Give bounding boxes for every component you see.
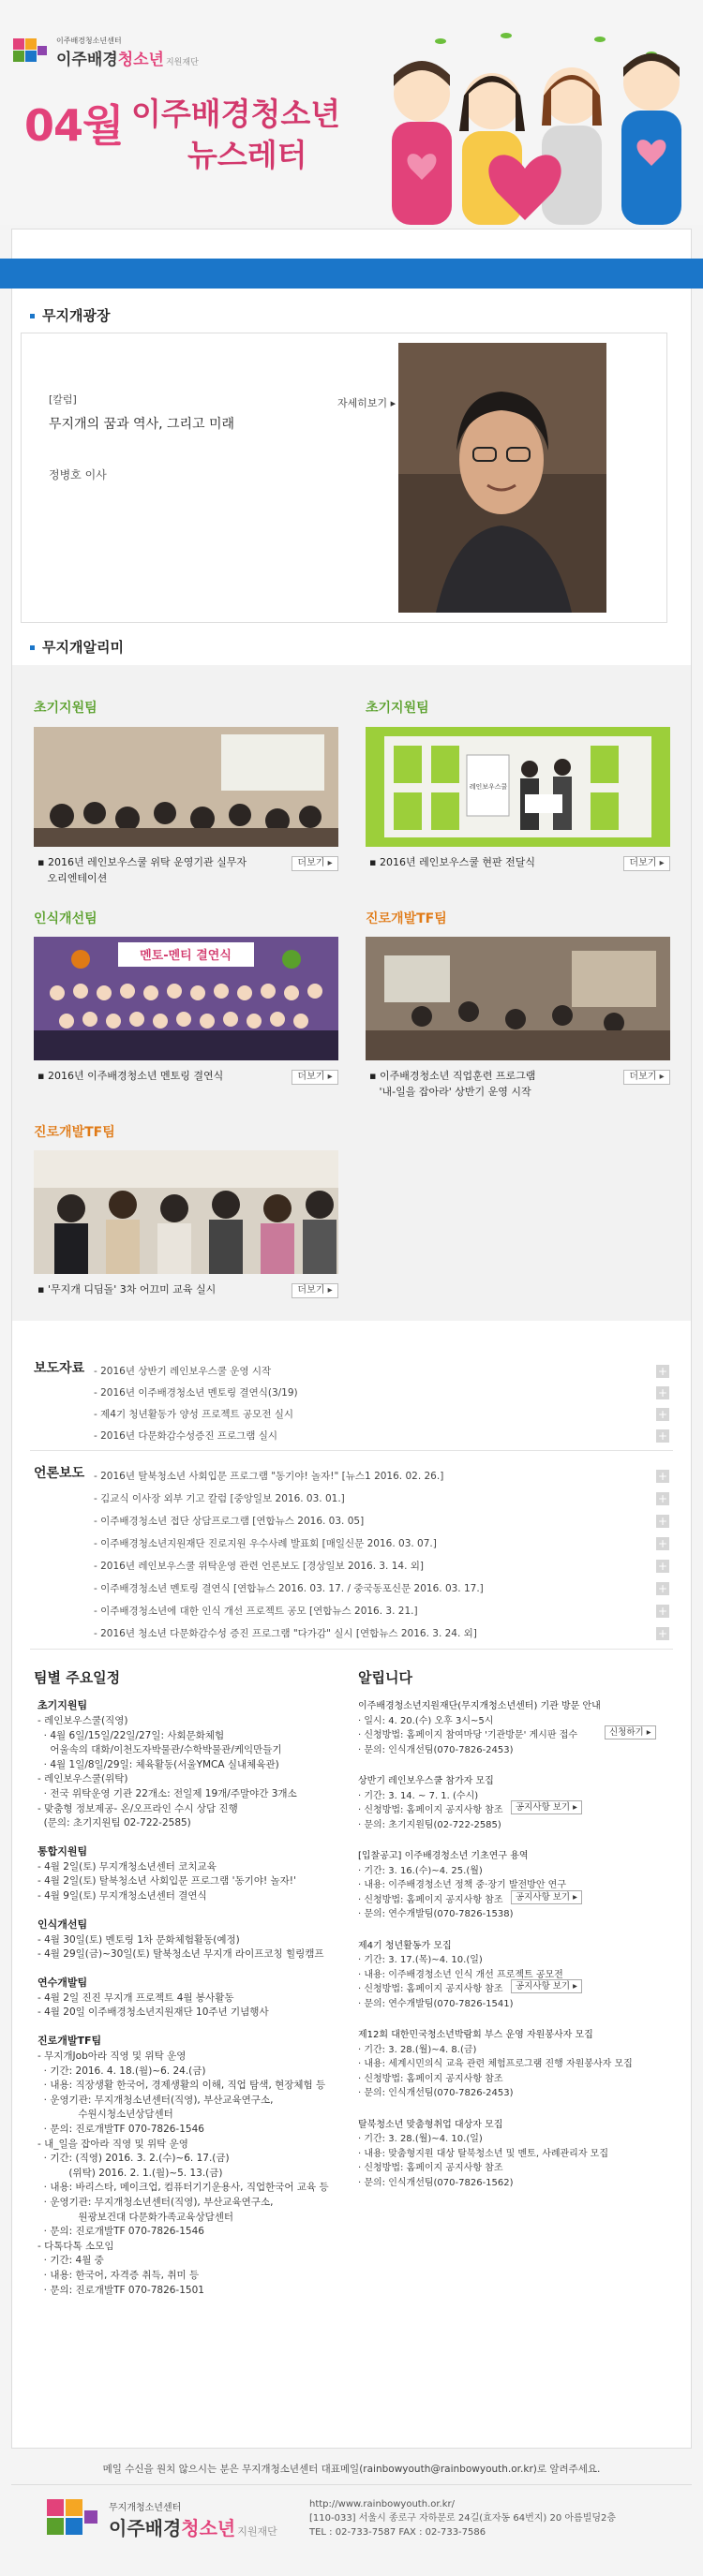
- notice-line: · 기간: 3. 17.(목)~4. 10.(일): [358, 1955, 483, 1965]
- feature-author: 정병호 이사: [49, 468, 107, 481]
- notice-line: · 기간: 3. 16.(수)~4. 25.(월): [358, 1865, 483, 1876]
- logo-mark-icon: [47, 2499, 99, 2540]
- banner-text: 멘토-멘티 결연식: [140, 949, 232, 963]
- notice-line: · 기간: 3. 14. ~ 7. 1. (수시): [358, 1790, 479, 1801]
- footer-org-name: 이주배경청소년 지원재단: [109, 2517, 277, 2539]
- expand-plus-icon[interactable]: +: [657, 1365, 668, 1378]
- team-news-caption[interactable]: ▪ 이주배경청소년 직업훈련 프로그램 '내-일을 잡아라' 상반기 운영 시작: [369, 1070, 536, 1098]
- schedule-line: · 내용: 직장생활 한국어, 경제생활의 이해, 직업 탐색, 현장체험 등: [37, 2080, 326, 2092]
- media-coverage-item[interactable]: - 김교식 이사장 외부 기고 칼럼 [중앙일보 2016. 03. 01.]: [94, 1493, 345, 1504]
- more-button[interactable]: 더보기 ▸: [292, 856, 338, 871]
- schedule-line: - 4월 30일(토) 멘토링 1차 문화체험활동(예정): [37, 1933, 240, 1946]
- press-release-item[interactable]: - 2016년 다문화감수성증진 프로그램 실시: [94, 1430, 278, 1442]
- feature-title[interactable]: 무지개의 꿈과 역사, 그리고 미래: [49, 417, 235, 432]
- media-coverage-item[interactable]: - 2016년 청소년 다문화감수성 증진 프로그램 "다가감" 실시 [연합뉴스 2016. 3. 24. 외]: [94, 1628, 477, 1639]
- notice-title[interactable]: [입찰공고] 이주배경청소년 기초연구 용역: [358, 1851, 529, 1861]
- divider: [30, 1649, 673, 1650]
- notice-line: · 기간: 3. 28.(월)~4. 10.(일): [358, 2134, 483, 2144]
- schedule-line: - 4월 2일 진진 무지개 프로젝트 4월 봉사활동: [37, 1991, 234, 2004]
- team-news-caption[interactable]: ▪ '무지개 디딤돌' 3차 어끄미 교육 실시: [37, 1283, 217, 1295]
- feature-author-photo: [398, 343, 606, 613]
- schedule-line: · 전국 위탁운영 기관 22개소: 전일제 19개/주말야간 3개소: [37, 1788, 297, 1799]
- notice-line: · 일시: 4. 20.(수) 오후 3시~5시: [358, 1715, 494, 1726]
- notice-line: · 내용: 이주배경청소년 인식 개선 프로젝트 공모전: [358, 1969, 563, 1980]
- team-label: 초기지원팀: [34, 701, 97, 716]
- schedule-team-heading: 진로개발TF팀: [37, 2035, 102, 2047]
- footer-contact-info: [309, 2497, 616, 2539]
- schedule-line: - 레인보우스쿨(직영): [37, 1715, 128, 1726]
- logo-mark-icon: [13, 38, 49, 67]
- schedule-line: - 4월 9일(토) 무지개청소년센터 결연식: [37, 1890, 207, 1902]
- schedule-line: · 내용: 한국어, 자격증 취득, 취미 등: [37, 2270, 200, 2281]
- expand-plus-icon[interactable]: +: [657, 1386, 668, 1399]
- expand-plus-icon[interactable]: +: [657, 1537, 668, 1550]
- footer-address: [110-033] 서울시 종로구 자하문로 24길(효자동 64번지) 20 아름빌딩2층: [309, 2513, 617, 2524]
- schedule-team-heading: 연수개발팀: [37, 1976, 88, 1989]
- expand-plus-icon[interactable]: +: [657, 1470, 668, 1483]
- schedule-line: 어울속의 대화/이천도자박물관/수학박물관/케익만들기: [37, 1744, 282, 1756]
- notice-line: · 신청방법: 홈페이지 공지사항 참조: [358, 2163, 503, 2173]
- notice-line: · 문의: 초기지원팀(02-722-2585): [358, 1819, 501, 1830]
- team-photo[interactable]: [34, 937, 338, 1060]
- footer-logo[interactable]: [47, 2499, 277, 2540]
- org-logo[interactable]: [13, 36, 199, 69]
- team-photo[interactable]: [34, 727, 338, 847]
- expand-plus-icon[interactable]: +: [657, 1492, 668, 1505]
- team-photo[interactable]: [34, 1150, 338, 1274]
- expand-plus-icon[interactable]: +: [657, 1605, 668, 1618]
- header-blue-bar: [0, 259, 703, 289]
- schedule-line: · 기간: 2016. 4. 18.(월)~6. 24.(금): [37, 2065, 206, 2077]
- schedule-team-heading: 통합지원팀: [37, 1844, 88, 1858]
- more-button[interactable]: 더보기 ▸: [292, 1283, 338, 1298]
- team-label: 진로개발TF팀: [366, 911, 447, 926]
- expand-plus-icon[interactable]: +: [657, 1408, 668, 1421]
- schedule-line: - 무지개Job아라 직영 및 위탁 운영: [37, 2050, 187, 2062]
- schedule-line: · 4월 6일/15일/22일/27일: 사회문화체험: [37, 1729, 225, 1741]
- more-button[interactable]: 더보기 ▸: [623, 1070, 670, 1085]
- notice-line: · 신청방법: 홈페이지 공지사항 참조: [358, 1805, 503, 1815]
- people-holding-heart-illustration: [384, 28, 694, 229]
- team-label: 초기지원팀: [366, 701, 429, 716]
- press-release-item[interactable]: - 제4기 청년활동가 양성 프로젝트 공모전 실시: [94, 1409, 294, 1420]
- notice-line: · 문의: 인식개선팀(070-7826-2453): [358, 1744, 514, 1755]
- press-release-item[interactable]: - 2016년 상반기 레인보우스쿨 운영 시작: [94, 1366, 272, 1377]
- schedule-line: 수원시청소년상담센터: [37, 2109, 173, 2121]
- team-label: 진로개발TF팀: [34, 1125, 115, 1140]
- notice-detail-button[interactable]: 공지사항 보기 ▸: [511, 1890, 582, 1904]
- press-release-label: 보도자료: [34, 1361, 85, 1376]
- schedule-line: - 맞춤형 정보제공- 온/오프라인 수시 상담 진행: [37, 1802, 238, 1814]
- notice-line: · 신청방법: 홈페이지 공지사항 참조: [358, 2073, 503, 2084]
- expand-plus-icon[interactable]: +: [657, 1582, 668, 1595]
- team-news-caption[interactable]: ▪ 2016년 레인보우스쿨 위탁 운영기관 실무자 오리엔테이션: [37, 856, 247, 884]
- media-coverage-item[interactable]: - 2016년 탈북청소년 사회입문 프로그램 "동기야! 놀자!" [뉴스1 2016. 02. 26.]: [94, 1471, 444, 1482]
- schedule-line: - 4월 20일 이주배경청소년지원재단 10주년 기념행사: [37, 2006, 269, 2019]
- divider: [30, 1450, 673, 1451]
- media-coverage-item[interactable]: - 이주배경청소년 접단 상담프로그램 [연합뉴스 2016. 03. 05]: [94, 1516, 365, 1527]
- media-coverage-item[interactable]: - 이주배경청소년 멘토링 결연식 [연합뉴스 2016. 03. 17. / 중국동포신문 2016. 03. 17.]: [94, 1583, 484, 1594]
- team-news-caption[interactable]: ▪ 2016년 이주배경청소년 멘토링 결연식: [37, 1070, 224, 1082]
- logo-org-small: 이주배경청소년센터: [56, 37, 122, 45]
- media-coverage-item[interactable]: - 2016년 레인보우스쿨 위탁운영 관련 언론보도 [경상일보 2016. 3. 14. 외]: [94, 1561, 425, 1572]
- team-schedule-title: 팀별 주요일정: [34, 1669, 121, 1686]
- newsletter-title: 이주배경청소년 뉴스레터: [131, 96, 341, 173]
- expand-plus-icon[interactable]: +: [657, 1429, 668, 1443]
- schedule-line: - 4월 2일(토) 무지개청소년센터 코치교육: [37, 1860, 217, 1873]
- newsletter-header: [0, 0, 703, 225]
- notice-detail-button[interactable]: 공지사항 보기 ▸: [511, 1979, 582, 1993]
- schedule-line: 원광보건대 다문화가족교육상담센터: [37, 2211, 234, 2223]
- schedule-line: (문의: 초기지원팀 02-722-2585): [37, 1817, 191, 1829]
- notice-title[interactable]: 제4기 청년활동가 모집: [358, 1940, 452, 1951]
- media-coverage-label: 언론보도: [34, 1466, 85, 1481]
- schedule-line: - 다톡다톡 소모임: [37, 2240, 114, 2252]
- schedule-line: - 레인보우스쿨(위탁): [37, 1773, 128, 1785]
- expand-plus-icon[interactable]: +: [657, 1627, 668, 1640]
- schedule-line: · 문의: 진로개발TF 070-7826-1501: [37, 2284, 204, 2296]
- team-photo[interactable]: [366, 727, 670, 847]
- schedule-line: · 운영기관: 무지개청소년센터(직영), 부산교육연구소,: [37, 2094, 274, 2106]
- expand-plus-icon[interactable]: +: [657, 1560, 668, 1573]
- schedule-line: · 문의: 진로개발TF 070-7826-1546: [37, 2226, 204, 2238]
- footer-org-small: 무지개청소년센터: [109, 2503, 182, 2513]
- notice-line: · 내용: 맞춤형지원 대상 탈북청소년 및 멘토, 사례관리자 모집: [358, 2148, 608, 2159]
- feature-tag: [칼럼]: [49, 393, 77, 406]
- team-label: 인식개선팀: [34, 911, 97, 926]
- notice-line: · 신청방법: 홈페이지 참여마당 '기관방문' 게시판 접수: [358, 1730, 577, 1740]
- schedule-line: (위탁) 2016. 2. 1.(월)~5. 13.(금): [37, 2167, 223, 2179]
- apply-button[interactable]: 신청하기 ▸: [605, 1725, 656, 1740]
- schedule-team-heading: 초기지원팀: [37, 1699, 88, 1711]
- notice-title[interactable]: 이주배경청소년지원재단(무지개청소년센터) 기관 방문 안내: [358, 1701, 601, 1711]
- notice-line: · 문의: 인식개선팀(070-7826-2453): [358, 2088, 514, 2098]
- notice-line: · 신청방법: 홈페이지 공지사항 참조: [358, 1984, 503, 1994]
- schedule-line: - 4월 2일(토) 탈북청소년 사회입문 프로그램 '동기야! 놀자!': [37, 1875, 296, 1888]
- schedule-line: · 4월 1일/8일/29일: 체육활동(서울YMCA 실내체육관): [37, 1758, 279, 1770]
- issue-month: 04월: [24, 100, 124, 151]
- media-coverage-item[interactable]: - 이주배경청소년지원재단 진로지원 우수사례 발표회 [매일신문 2016. 03. 07.]: [94, 1538, 437, 1549]
- unsubscribe-note: 메일 수신을 원치 않으시는 분은 무지개청소년센터 대표메일(rainbowyouth@rainbowyouth.or.kr)로 알려주세요.: [102, 2464, 601, 2475]
- more-button[interactable]: 더보기 ▸: [623, 856, 670, 871]
- schedule-team-heading: 인식개선팀: [37, 1917, 88, 1931]
- feature-section-title: 무지개광장: [30, 305, 110, 325]
- notice-title[interactable]: 제12회 대한민국청소년박람회 부스 운영 자원봉사자 모집: [358, 2030, 593, 2040]
- notice-line: · 기간: 3. 28.(월)~4. 8.(금): [358, 2044, 477, 2055]
- schedule-line: - 4월 29일(금)~30일(토) 탈북청소년 무지개 라이프코칭 힐링캠프: [37, 1948, 324, 1961]
- notice-detail-button[interactable]: 공지사항 보기 ▸: [511, 1800, 582, 1814]
- notice-title[interactable]: 탈북청소년 맞춤형취업 대상자 모집: [358, 2119, 503, 2130]
- notice-title[interactable]: 상반기 레인보우스쿨 참가자 모집: [358, 1776, 494, 1786]
- schedule-line: · 내용: 바리스타, 메이크업, 컴퓨터기기운용사, 직업한국어 교육 등: [37, 2182, 329, 2194]
- footer-url[interactable]: http://www.rainbowyouth.or.kr/: [309, 2499, 456, 2509]
- logo-org-name: 이주배경청소년 지원재단: [56, 51, 199, 69]
- notice-line: · 신청방법: 홈페이지 공지사항 참조: [358, 1894, 503, 1905]
- divider: [11, 2484, 692, 2485]
- sign-text: 레인보우스쿨: [469, 783, 508, 791]
- media-coverage-item[interactable]: - 이주배경청소년에 대한 인식 개선 프로젝트 공모 [연합뉴스 2016. 3. 21.]: [94, 1606, 418, 1617]
- notice-line: · 내용: 이주배경청소년 정책 중·장기 발전방안 연구: [358, 1880, 566, 1890]
- team-photo[interactable]: [366, 937, 670, 1060]
- feature-more-link[interactable]: 자세히보기 ▸: [337, 397, 396, 409]
- notice-line: · 문의: 연수개발팀(070-7826-1541): [358, 1998, 514, 2009]
- expand-plus-icon[interactable]: +: [657, 1515, 668, 1528]
- notice-line: · 문의: 인식개선팀(070-7826-1562): [358, 2177, 514, 2188]
- footer-tel: TEL : 02-733-7587 FAX : 02-733-7586: [309, 2527, 486, 2538]
- schedule-line: · 운영기관: 무지개청소년센터(직영), 부산교육연구소,: [37, 2197, 274, 2208]
- notices-title: 알립니다: [358, 1669, 412, 1686]
- schedule-line: · 문의: 진로개발TF 070-7826-1546: [37, 2124, 204, 2135]
- schedule-line: · 기간: 4월 중: [37, 2255, 104, 2267]
- schedule-line: · 기간: (직영) 2016. 3. 2.(수)~6. 17.(금): [37, 2153, 230, 2165]
- notice-line: · 문의: 연수개발팀(070-7826-1538): [358, 1909, 514, 1919]
- schedule-line: - 내_일을 잡아라 직영 및 위탁 운영: [37, 2138, 188, 2150]
- teams-section-title: 무지개알리미: [30, 637, 124, 657]
- notice-line: · 내용: 세계시민의식 교육 관련 체험프로그램 진행 자원봉사자 모집: [358, 2059, 633, 2069]
- team-news-caption[interactable]: ▪ 2016년 레인보우스쿨 현판 전달식: [369, 856, 535, 868]
- more-button[interactable]: 더보기 ▸: [292, 1070, 338, 1085]
- press-release-item[interactable]: - 2016년 이주배경청소년 멘토링 결연식(3/19): [94, 1387, 298, 1399]
